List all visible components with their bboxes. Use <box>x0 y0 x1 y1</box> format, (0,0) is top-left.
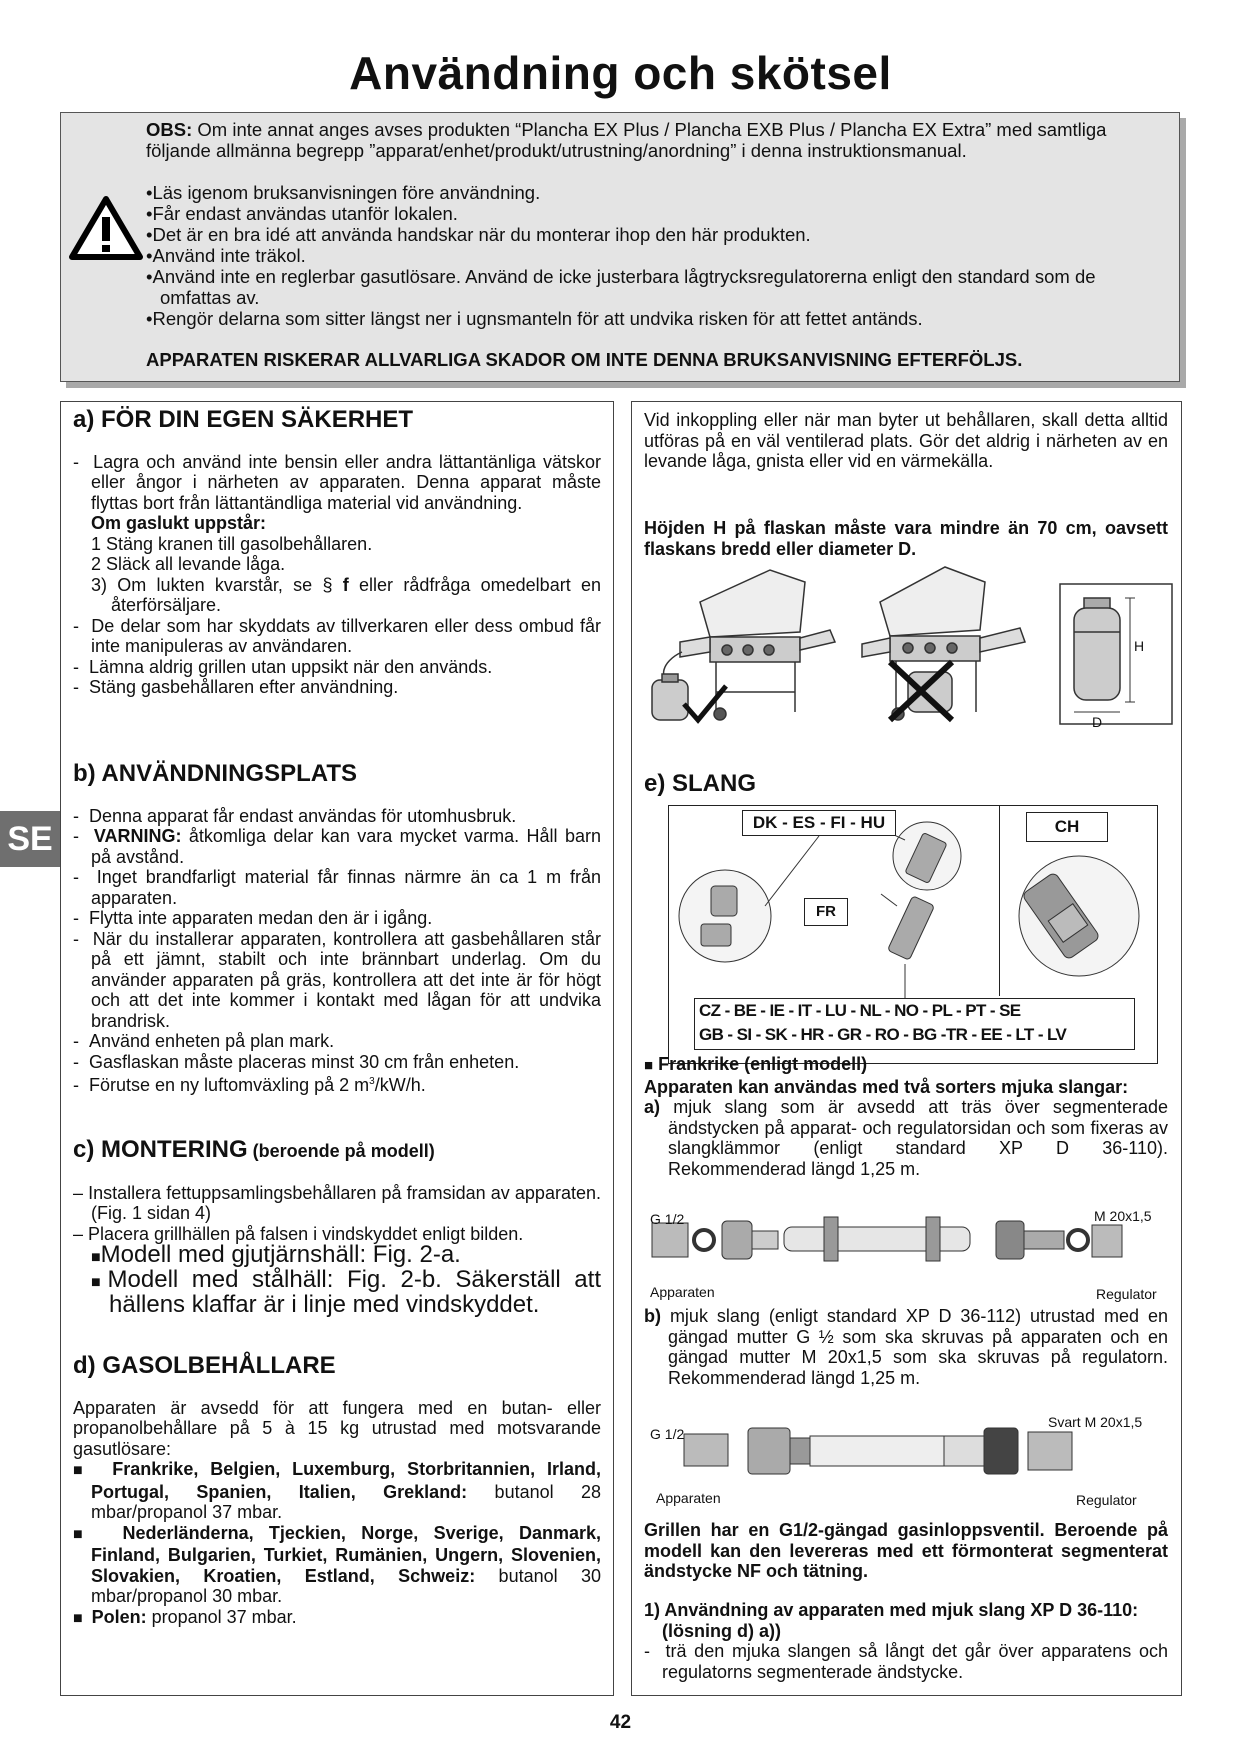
list-item: - När du installerar apparaten, kontrollera att gasbehållaren står på ett jämnt, stabilt och inte brännbart underlag. Om du använder apparaten på gräs, kontrollera att det inte är för högt och att det inte kommer i kontakt med lågan för att undvika brandrisk. <box>73 929 601 1032</box>
page-title: Användning och skötsel <box>349 47 892 99</box>
list-item: 3) Om lukten kvarstår, se § f eller rådfråga omedelbart en återförsäljare. <box>91 574 601 615</box>
warning-triangle-icon <box>69 195 143 261</box>
warning-box <box>60 112 1180 382</box>
section-b <box>73 760 602 1096</box>
section-e-text <box>644 1054 1168 1179</box>
list-item: ■ Nederländerna, Tjeckien, Norge, Sverige, Danmark, Finland, Bulgarien, Turkiet, Rumänien, Ungern, Slovenien, Slovakien, Kroatien, Estland, Schweiz: butanol 30 mbar/propanol 30 mbar. <box>73 1523 601 1607</box>
language-tab: SE <box>0 811 60 867</box>
list-item: - Inget brandfarligt material får finnas närmre än ca 1 m från apparaten. <box>73 867 601 908</box>
list-item: - Flytta inte apparaten medan den är i igång. <box>73 908 601 929</box>
section-c-heading: c) MONTERING (beroende på modell) <box>73 1136 435 1163</box>
list-item: ■Modell med gjutjärnshäll: Fig. 2-a. <box>91 1241 461 1268</box>
hose-type-a: a) mjuk slang som är avsedd att träs över segmenterade ändstycken på apparat- och regulatorsidan och som fixeras av slangklämmor (enligt standard XP D 36-110). Rekommenderad längd 1,25 m. <box>644 1097 1168 1179</box>
list-item: 2 Släck all levande låga. <box>91 554 286 574</box>
france-heading: ■ Frankrike (enligt modell) <box>644 1054 868 1074</box>
warning-item: • Läs igenom bruksanvisningen före användning. <box>146 182 1166 203</box>
two-types-text: Apparaten kan användas med två sorters mjuka slangar: <box>644 1076 1129 1097</box>
obs-label: OBS: <box>146 119 193 140</box>
list-item: - Använd enheten på plan mark. <box>73 1031 601 1052</box>
right-column <box>631 401 1182 1696</box>
warning-item: • Rengör delarna som sitter längst ner i ugnsmanteln för att undvika risken för att fettet antänds. <box>146 308 1166 329</box>
countries-bottom-label: CZ - BE - IE - IT - LU - NL - NO - PL - PT - SE GB - SI - SK - HR - GR - RO - BG -TR - EE - LT - LV <box>694 998 1135 1050</box>
list-item: ■ Frankrike, Belgien, Luxemburg, Storbritannien, Irland, Portugal, Spanien, Italien, Grekland: butanol 28 mbar/propanol 37 mbar. <box>73 1459 601 1523</box>
warning-item: • Det är en bra idé att använda handskar när du monterar ihop den här produkten. <box>146 224 1166 245</box>
fig-label-h: H <box>1134 638 1145 654</box>
hose-country-figure <box>668 805 1158 1064</box>
fig1-apparaten-label: Apparaten <box>650 1284 715 1300</box>
right-intro: Vid inkoppling eller när man byter ut behållaren, skall detta alltid utföras på en väl ventilerad plats. Gör det aldrig i närheten av en levande låga, gnista eller vid en värmekälla. <box>644 410 1168 471</box>
section-a-heading: a) FÖR DIN EGEN SÄKERHET <box>73 406 414 433</box>
gas-bottle-placement-figure <box>640 562 1180 732</box>
fig1-regulator-label: Regulator <box>1096 1286 1157 1302</box>
list-item: - De delar som har skyddats av tillverkaren eller dess ombud får inte manipuleras av användaren. <box>73 616 601 657</box>
gas-smell-label: Om gaslukt uppstår: <box>91 513 267 533</box>
list-item: 1 Stäng kranen till gasolbehållaren. <box>91 533 373 554</box>
hose-type-b: b) mjuk slang (enligt standard XP D 36-112) utrustad med en gängad mutter G ½ som ska skruvas på apparaten och en gängad mutter M 20x1,5 som ska skruvas på regulatorn. Rekommenderad längd 1,25 m. <box>644 1306 1168 1388</box>
section-a <box>73 406 602 698</box>
left-column <box>60 401 614 1696</box>
list-item: ■Modell med stålhäll: Fig. 2-b. Säkerställ att hällens klaffar är i linje med vindskyddet. <box>91 1266 601 1318</box>
inlet-note: Grillen har en G1/2-gängad gasinloppsventil. Beroende på modell kan den levereras med ett förmonterat segmenterat ändstycke NF och tätning. <box>644 1520 1168 1581</box>
section-d-intro: Apparaten är avsedd för att fungera med en butan- eller propanolbehållare på 5 à 15 kg utrustad med motsvarande gasutlösare: <box>73 1397 601 1459</box>
fig1-m-label: M 20x1,5 <box>1094 1208 1152 1224</box>
fr-label: FR <box>804 898 848 926</box>
use-heading: 1) Användning av apparaten med mjuk slang XP D 36-110: (lösning d) a)) <box>644 1600 1139 1641</box>
list-item: – Installera fettuppsamlingsbehållaren på framsidan av apparaten. (Fig. 1 sidan 4) <box>73 1183 601 1224</box>
list-item: – Placera grillhällen på falsen i vindskyddet enligt bilden. <box>73 1224 601 1245</box>
list-item: - Denna apparat får endast användas för utomhusbruk. <box>73 806 601 827</box>
section-c <box>73 1136 601 1318</box>
warning-list <box>146 182 1166 329</box>
list-item: ■ Polen: propanol 37 mbar. <box>73 1607 601 1630</box>
section-d-heading: d) GASOLBEHÅLLARE <box>73 1352 336 1379</box>
fig2-m-label: Svart M 20x1,5 <box>1048 1414 1143 1430</box>
fig2-regulator-label: Regulator <box>1076 1492 1137 1508</box>
use-list <box>644 1641 1168 1682</box>
list-item: - trä den mjuka slangen så långt det går över apparatens och regulatorns segmenterade ändstycke. <box>644 1641 1168 1682</box>
countries-top-label: DK - ES - FI - HU <box>742 810 896 836</box>
warning-final: APPARATEN RISKERAR ALLVARLIGA SKADOR OM INTE DENNA BRUKSANVISNING EFTERFÖLJS. <box>146 349 1023 370</box>
list-item: - Lagra och använd inte bensin eller andra lättantänliga vätskor eller ångor i närheten av apparaten. Denna apparat måste flyttas bort från lättantändliga material vid användning. <box>73 452 601 514</box>
fig2-g-label: G 1/2 <box>650 1426 685 1442</box>
section-e-heading-wrap <box>644 770 1168 797</box>
fig1-g-label: G 1/2 <box>650 1211 685 1227</box>
fig-label-d: D <box>1092 714 1103 730</box>
list-item: - Stäng gasbehållaren efter användning. <box>73 677 601 698</box>
obs-text: Om inte annat anges avses produkten “Plancha EX Plus / Plancha EXB Plus / Plancha EX Extra” med samtliga följande allmänna begrepp ”apparat/enhet/produkt/utrustning/anordning” i denna instruktionsmanual. <box>146 119 1107 161</box>
list-item: - Förutse en ny luftomväxling på 2 $m^3/kW/h$. <box>73 1072 601 1096</box>
list-item: - Gasflaskan måste placeras minst 30 cm från enheten. <box>73 1052 601 1073</box>
warning-item: • Använd inte träkol. <box>146 245 1166 266</box>
page-number: 42 <box>609 1712 632 1733</box>
warning-item: • Får endast användas utanför lokalen. <box>146 203 1166 224</box>
ch-label: CH <box>1026 812 1108 842</box>
section-e-heading: e) SLANG <box>644 770 757 797</box>
warning-item: • Använd inte en reglerbar gasutlösare. Använd de icke justerbara lågtrycksregulatorerna enligt den standard som de omfattas av. <box>146 266 1166 308</box>
fig2-apparaten-label: Apparaten <box>656 1490 721 1506</box>
list-item: - Lämna aldrig grillen utan uppsikt när den används. <box>73 657 601 678</box>
height-note: Höjden H på flaskan måste vara mindre än 70 cm, oavsett flaskans bredd eller diameter D. <box>644 518 1168 559</box>
obs-paragraph <box>146 119 1166 161</box>
hose-a-figure <box>648 1207 1168 1287</box>
list-item: - VARNING: åtkomliga delar kan vara mycket varma. Håll barn på avstånd. <box>73 826 601 867</box>
section-b-heading: b) ANVÄNDNINGSPLATS <box>73 760 357 787</box>
section-d <box>73 1352 602 1629</box>
